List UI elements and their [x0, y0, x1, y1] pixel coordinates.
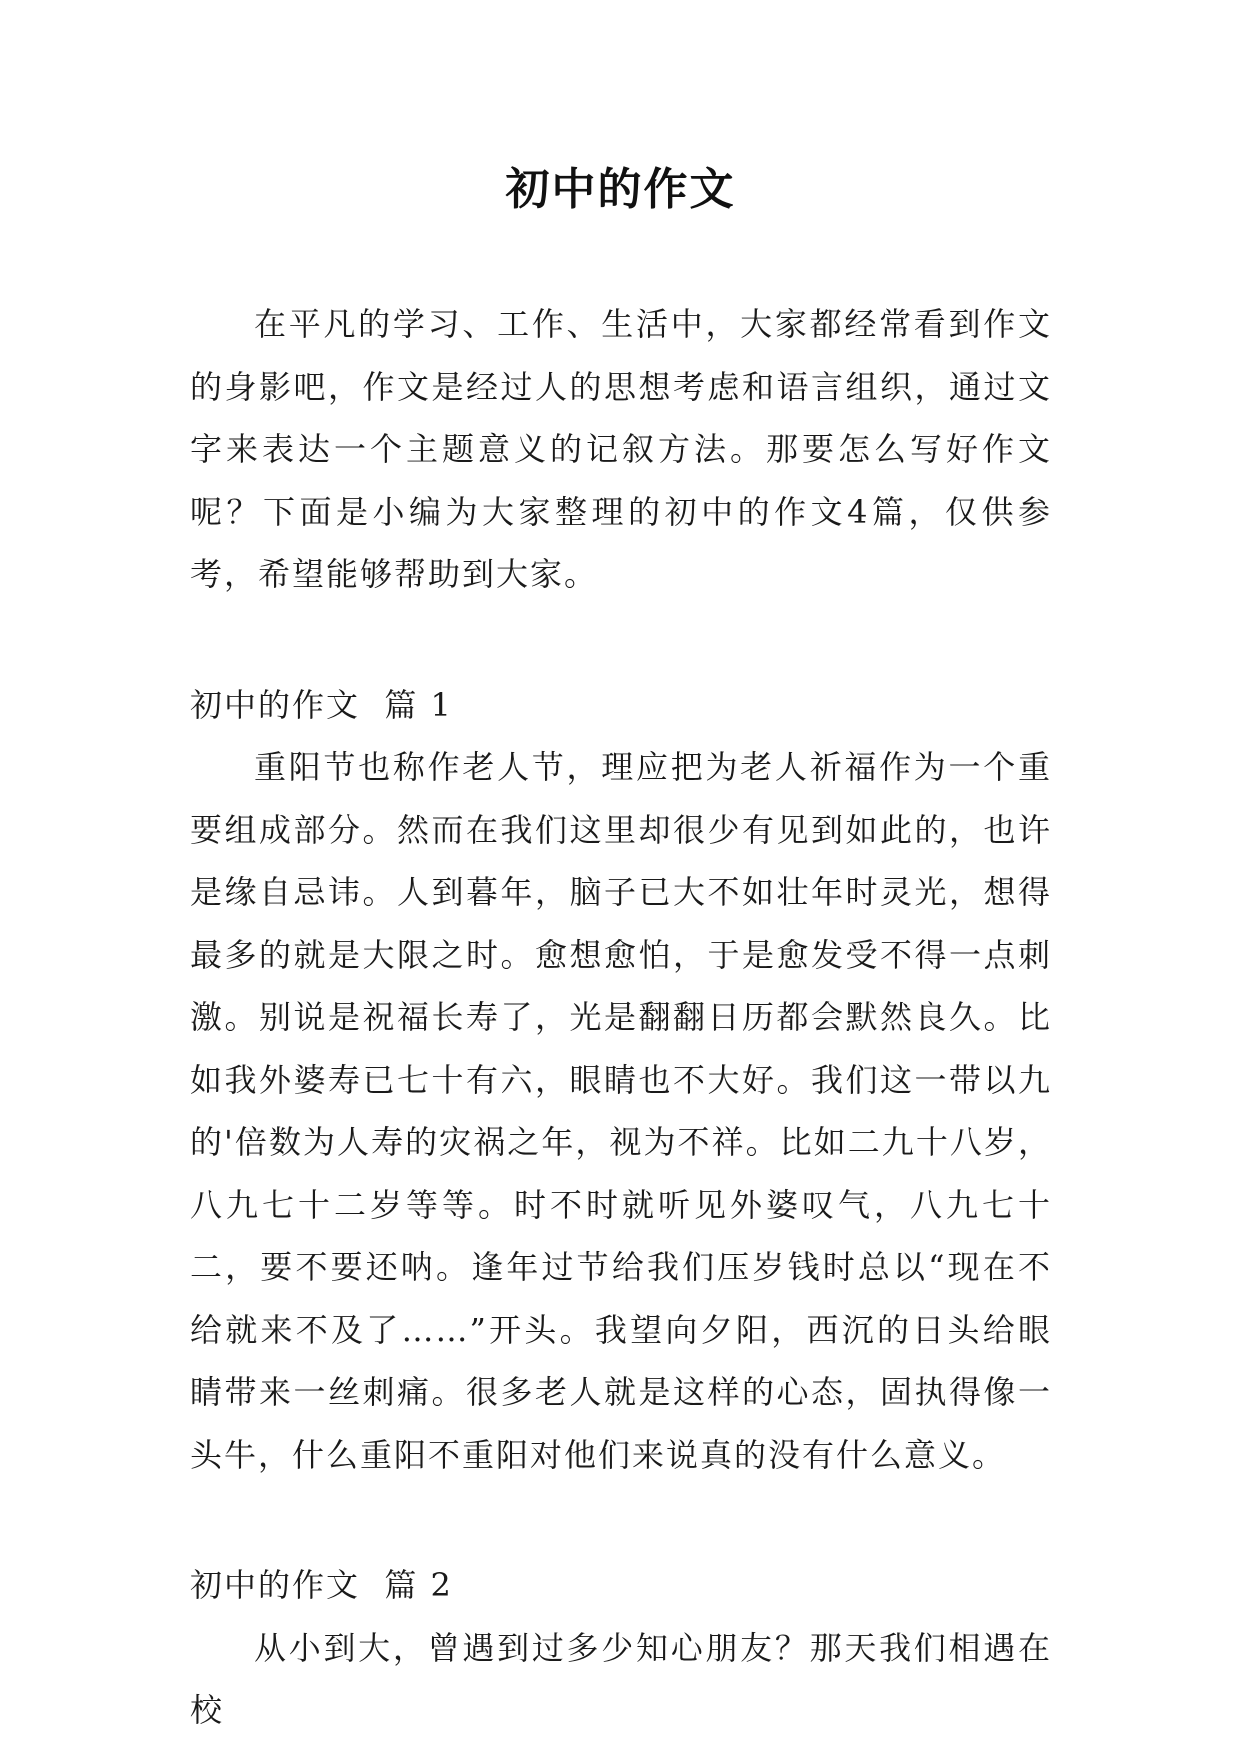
- section-heading-1: 初中的作文 篇 1: [190, 685, 453, 724]
- intro-paragraph: 在平凡的学习、工作、生活中，大家都经常看到作文的身影吧，作文是经过人的思想考虑和语言组织，通过文字来表达一个主题意义的记叙方法。那要怎么写好作文呢？下面是小编为大家整理的初中的作文4篇，仅供参考，希望能够帮助到大家。: [190, 305, 1052, 593]
- paragraph-spacer: [190, 606, 1052, 674]
- document-title: 初中的作文: [505, 164, 736, 215]
- section-body-2: 从小到大，曾遇到过多少知心朋友？那天我们相遇在校: [190, 1628, 1052, 1729]
- section-body-1: 重阳节也称作老人节，理应把为老人祈福作为一个重要组成部分。然而在我们这里却很少有见到如此的，也许是缘自忌讳。人到暮年，脑子已大不如壮年时灵光，想得最多的就是大限之时。愈想愈怕，于是愈发受不得一点刺激。别说是祝福长寿了，光是翻翻日历都会默然良久。比如我外婆寿已七十有六，眼睛也不大好。我们这一带以九的'倍数为人寿的灾祸之年，视为不祥。比如二九十八岁，八九七十二岁等等。时不时就听见外婆叹气，八九七十二，要不要还呐。逢年过节给我们压岁钱时总以“现在不给就来不及了……”开头。我望向夕阳，西沉的日头给眼睛带来一丝刺痛。很多老人就是这样的心态，固执得像一头牛，什么重阳不重阳对他们来说真的没有什么意义。: [190, 748, 1052, 1474]
- document-body: [190, 293, 1052, 1742]
- section-heading-2: 初中的作文 篇 2: [190, 1566, 453, 1604]
- paragraph-spacer: [190, 1486, 1052, 1554]
